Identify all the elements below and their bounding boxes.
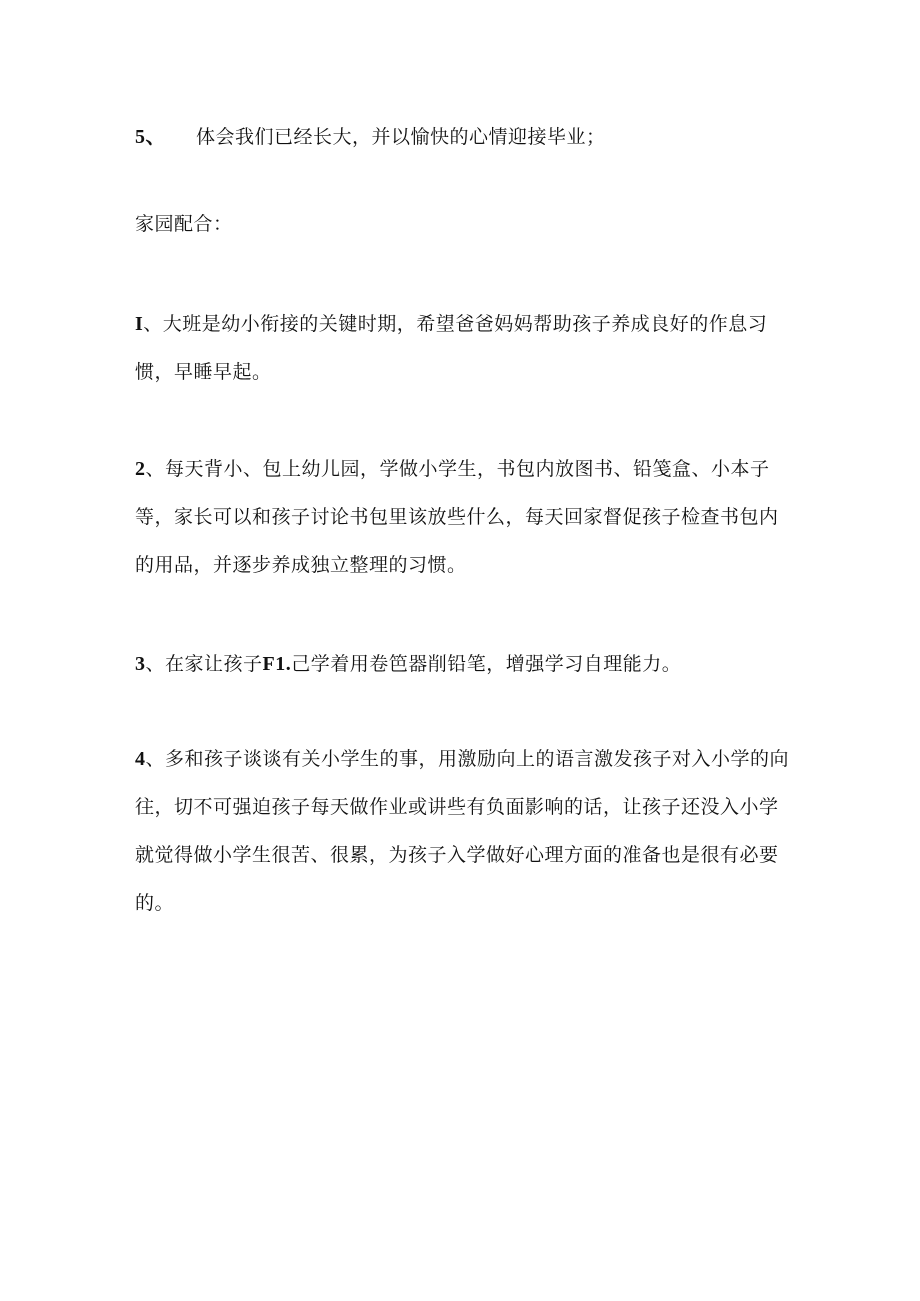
item-2-number: 2 xyxy=(135,458,146,480)
item-4-number: 4 xyxy=(135,748,146,770)
item-5-paragraph xyxy=(135,113,795,161)
section-heading: 家园配合： xyxy=(135,213,233,235)
item-1-text: 、大班是幼小衔接的关键时期，希望爸爸妈妈帮助孩子养成良好的作息习惯，早睡早起。 xyxy=(135,313,768,383)
item-2-paragraph xyxy=(135,445,795,589)
item-1-number: I xyxy=(135,313,144,335)
item-3-paragraph xyxy=(135,640,795,688)
item-3-number: 3 xyxy=(135,653,146,675)
item-5-text: 体会我们已经长大，并以愉快的心情迎接毕业； xyxy=(196,126,606,148)
item-1-paragraph xyxy=(135,300,795,396)
item-3-text-before: 、在家让孩子 xyxy=(145,653,263,675)
item-5-number: 5、 xyxy=(135,126,166,148)
item-2-text: 、每天背小、包上幼儿园，学做小学生，书包内放图书、铅笺盒、小本子等，家长可以和孩子讨论书包里该放些什么，每天回家督促孩子检查书包内的用品，并逐步养成独立整理的习惯。 xyxy=(135,458,779,576)
item-3-bold-fragment: F1. xyxy=(262,653,292,675)
item-4-paragraph xyxy=(135,735,795,927)
item-4-text: 、多和孩子谈谈有关小学生的事，用激励向上的语言激发孩子对入小学的向往，切不可强迫孩子每天做作业或讲些有负面影响的话，让孩子还没入小学就觉得做小学生很苦、很累，为孩子入学做好心理方面的准备也是很有必要的。 xyxy=(135,748,790,914)
item-3-text-after: 己学着用卷笆器削铅笔，增强学习自理能力。 xyxy=(291,653,682,675)
